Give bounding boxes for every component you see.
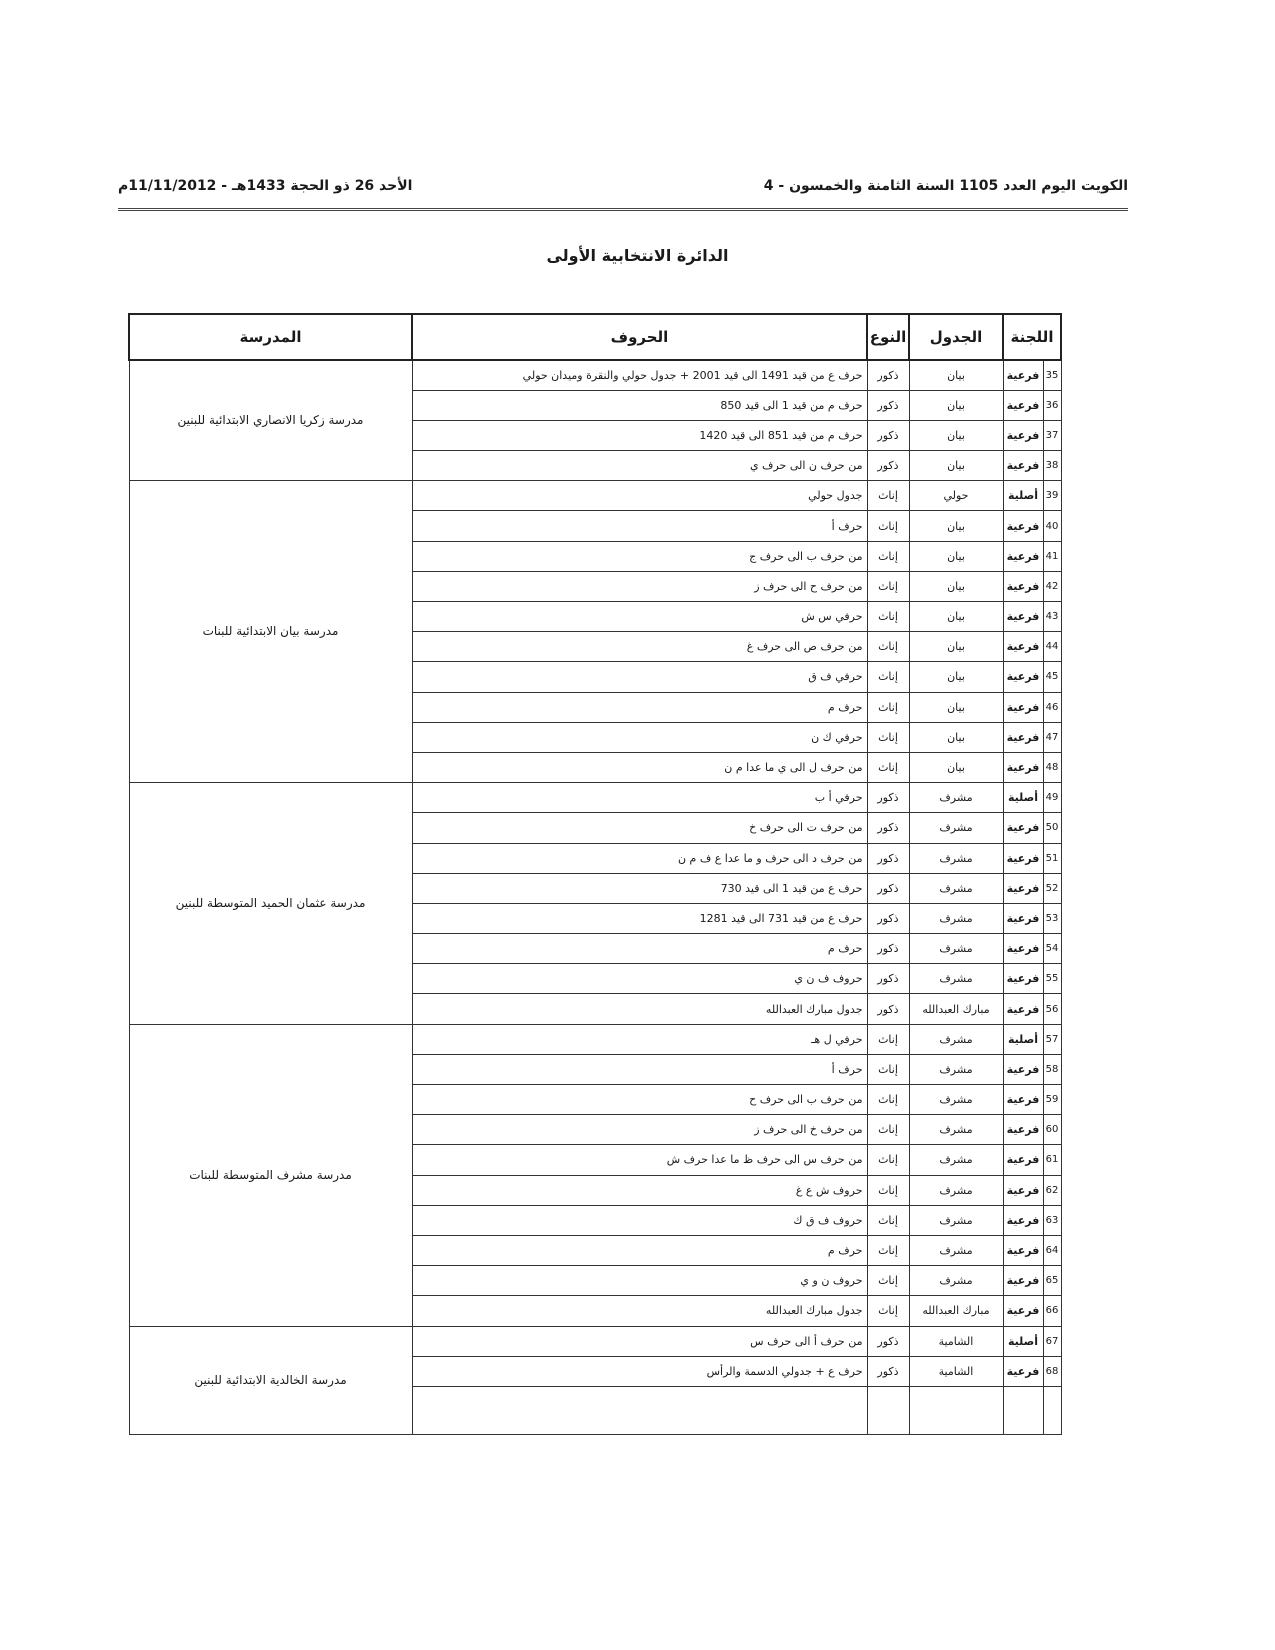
gender-type: ذكور bbox=[867, 360, 909, 390]
gender-type: ذكور bbox=[867, 994, 909, 1024]
header-table: الجدول bbox=[909, 314, 1003, 360]
letters-range: حرفي ك ن bbox=[412, 722, 867, 752]
voter-table: مشرف bbox=[909, 873, 1003, 903]
committee-category: فرعية bbox=[1003, 934, 1043, 964]
gender-type: إناث bbox=[867, 632, 909, 662]
empty-cell bbox=[909, 1386, 1003, 1434]
committee-category: فرعية bbox=[1003, 632, 1043, 662]
letters-range: حرف أ bbox=[412, 511, 867, 541]
gender-type: إناث bbox=[867, 511, 909, 541]
committee-category: فرعية bbox=[1003, 602, 1043, 632]
committee-category: فرعية bbox=[1003, 541, 1043, 571]
voter-table: مبارك العبدالله bbox=[909, 1296, 1003, 1326]
letters-range: حرف ع من قيد 1 الى قيد 730 bbox=[412, 873, 867, 903]
committee-number: 42 bbox=[1043, 571, 1061, 601]
header-type: النوع bbox=[867, 314, 909, 360]
letters-range: جدول مبارك العبدالله bbox=[412, 1296, 867, 1326]
voter-table: مشرف bbox=[909, 1175, 1003, 1205]
committee-number: 59 bbox=[1043, 1085, 1061, 1115]
header-school: المدرسة bbox=[129, 314, 412, 360]
committee-category: فرعية bbox=[1003, 752, 1043, 782]
committee-category: فرعية bbox=[1003, 1356, 1043, 1386]
letters-range: حرف م من قيد 1 الى قيد 850 bbox=[412, 390, 867, 420]
voter-table: مشرف bbox=[909, 813, 1003, 843]
letters-range: من حرف ت الى حرف خ bbox=[412, 813, 867, 843]
gender-type: ذكور bbox=[867, 813, 909, 843]
committee-category: أصلية bbox=[1003, 1326, 1043, 1356]
committee-category: فرعية bbox=[1003, 390, 1043, 420]
committee-number: 43 bbox=[1043, 602, 1061, 632]
voter-table: بيان bbox=[909, 420, 1003, 450]
letters-range: حروف ن و ي bbox=[412, 1266, 867, 1296]
committee-number: 41 bbox=[1043, 541, 1061, 571]
letters-range: من حرف ص الى حرف غ bbox=[412, 632, 867, 662]
gender-type: ذكور bbox=[867, 843, 909, 873]
letters-range: حرف أ bbox=[412, 1054, 867, 1084]
empty-cell bbox=[1043, 1386, 1061, 1434]
voter-table: مشرف bbox=[909, 783, 1003, 813]
committee-category: فرعية bbox=[1003, 692, 1043, 722]
letters-range: من حرف ب الى حرف ج bbox=[412, 541, 867, 571]
committee-number: 62 bbox=[1043, 1175, 1061, 1205]
committee-number: 63 bbox=[1043, 1205, 1061, 1235]
committee-number: 57 bbox=[1043, 1024, 1061, 1054]
gender-type: ذكور bbox=[867, 420, 909, 450]
committee-category: فرعية bbox=[1003, 1085, 1043, 1115]
gender-type: ذكور bbox=[867, 1326, 909, 1356]
school-name: مدرسة عثمان الحميد المتوسطة للبنين bbox=[129, 783, 412, 1025]
committee-category: فرعية bbox=[1003, 1235, 1043, 1265]
committee-category: فرعية bbox=[1003, 662, 1043, 692]
letters-range: من حرف د الى حرف و ما عدا ع ف م ن bbox=[412, 843, 867, 873]
gender-type: إناث bbox=[867, 1115, 909, 1145]
school-name: مدرسة بيان الابتدائية للبنات bbox=[129, 481, 412, 783]
voter-table: بيان bbox=[909, 722, 1003, 752]
gender-type: إناث bbox=[867, 1054, 909, 1084]
committee-number: 40 bbox=[1043, 511, 1061, 541]
committee-category: فرعية bbox=[1003, 813, 1043, 843]
letters-range: حروف ف ق ك bbox=[412, 1205, 867, 1235]
letters-range: حروف ش ع غ bbox=[412, 1175, 867, 1205]
gender-type: إناث bbox=[867, 752, 909, 782]
committee-number: 52 bbox=[1043, 873, 1061, 903]
committee-number: 58 bbox=[1043, 1054, 1061, 1084]
table-row bbox=[129, 481, 1061, 511]
committee-number: 68 bbox=[1043, 1356, 1061, 1386]
committee-category: فرعية bbox=[1003, 722, 1043, 752]
committee-number: 61 bbox=[1043, 1145, 1061, 1175]
gender-type: إناث bbox=[867, 1205, 909, 1235]
gender-type: إناث bbox=[867, 1085, 909, 1115]
committee-category: أصلية bbox=[1003, 783, 1043, 813]
voter-table: مشرف bbox=[909, 1205, 1003, 1235]
school-name: مدرسة مشرف المتوسطة للبنات bbox=[129, 1024, 412, 1326]
gender-type: إناث bbox=[867, 1175, 909, 1205]
letters-range: حرف م bbox=[412, 934, 867, 964]
gender-type: إناث bbox=[867, 722, 909, 752]
header-committee: اللجنة bbox=[1003, 314, 1061, 360]
letters-range: حرفي ف ق bbox=[412, 662, 867, 692]
table-header-row bbox=[129, 314, 1061, 360]
committee-category: فرعية bbox=[1003, 994, 1043, 1024]
header-letters: الحروف bbox=[412, 314, 867, 360]
voter-table: الشامية bbox=[909, 1326, 1003, 1356]
gender-type: ذكور bbox=[867, 390, 909, 420]
voter-table: بيان bbox=[909, 662, 1003, 692]
table-row bbox=[129, 783, 1061, 813]
committee-number: 56 bbox=[1043, 994, 1061, 1024]
committee-category: فرعية bbox=[1003, 360, 1043, 390]
committee-number: 50 bbox=[1043, 813, 1061, 843]
gender-type: إناث bbox=[867, 602, 909, 632]
voter-table: بيان bbox=[909, 511, 1003, 541]
letters-range: حروف ف ن ي bbox=[412, 964, 867, 994]
voter-table: بيان bbox=[909, 571, 1003, 601]
header-publication: الكويت اليوم العدد 1105 السنة الثامنة والخمسون - 4 bbox=[763, 178, 1128, 194]
voter-table: بيان bbox=[909, 752, 1003, 782]
voter-table: حولي bbox=[909, 481, 1003, 511]
letters-range: حرفي ل هـ bbox=[412, 1024, 867, 1054]
committee-number: 47 bbox=[1043, 722, 1061, 752]
letters-range: من حرف ب الى حرف ح bbox=[412, 1085, 867, 1115]
letters-range: حرف م bbox=[412, 692, 867, 722]
committee-number: 65 bbox=[1043, 1266, 1061, 1296]
voter-table: بيان bbox=[909, 602, 1003, 632]
voter-table: مشرف bbox=[909, 843, 1003, 873]
letters-range: حرف ع من قيد 1491 الى قيد 2001 + جدول حولي والنقرة وميدان حولي bbox=[412, 360, 867, 390]
committee-category: أصلية bbox=[1003, 481, 1043, 511]
committee-number: 54 bbox=[1043, 934, 1061, 964]
gender-type: إناث bbox=[867, 1266, 909, 1296]
gender-type: ذكور bbox=[867, 964, 909, 994]
committee-category: فرعية bbox=[1003, 1266, 1043, 1296]
voter-table: بيان bbox=[909, 541, 1003, 571]
letters-range: جدول مبارك العبدالله bbox=[412, 994, 867, 1024]
gender-type: إناث bbox=[867, 662, 909, 692]
committee-category: فرعية bbox=[1003, 1054, 1043, 1084]
committee-number: 51 bbox=[1043, 843, 1061, 873]
letters-range: من حرف خ الى حرف ز bbox=[412, 1115, 867, 1145]
committee-category: فرعية bbox=[1003, 903, 1043, 933]
committee-category: فرعية bbox=[1003, 1296, 1043, 1326]
empty-cell bbox=[867, 1386, 909, 1434]
table-row bbox=[129, 360, 1061, 390]
letters-range: حرف ع + جدولي الدسمة والرأس bbox=[412, 1356, 867, 1386]
committee-number: 36 bbox=[1043, 390, 1061, 420]
committee-number: 46 bbox=[1043, 692, 1061, 722]
committees-table bbox=[128, 313, 1062, 1435]
voter-table: مشرف bbox=[909, 1085, 1003, 1115]
table-row bbox=[129, 1326, 1061, 1356]
committee-category: فرعية bbox=[1003, 1115, 1043, 1145]
gender-type: ذكور bbox=[867, 873, 909, 903]
gender-type: إناث bbox=[867, 1024, 909, 1054]
gender-type: إناث bbox=[867, 1296, 909, 1326]
voter-table: بيان bbox=[909, 390, 1003, 420]
gender-type: إناث bbox=[867, 571, 909, 601]
table-body bbox=[129, 360, 1061, 1434]
letters-range: حرفي س ش bbox=[412, 602, 867, 632]
letters-range: جدول حولي bbox=[412, 481, 867, 511]
voter-table: مشرف bbox=[909, 1266, 1003, 1296]
voter-table: مبارك العبدالله bbox=[909, 994, 1003, 1024]
committee-category: أصلية bbox=[1003, 1024, 1043, 1054]
committee-category: فرعية bbox=[1003, 420, 1043, 450]
committee-category: فرعية bbox=[1003, 1145, 1043, 1175]
voter-table: بيان bbox=[909, 360, 1003, 390]
gender-type: ذكور bbox=[867, 783, 909, 813]
voter-table: الشامية bbox=[909, 1356, 1003, 1386]
letters-range: حرفي أ ب bbox=[412, 783, 867, 813]
committee-category: فرعية bbox=[1003, 843, 1043, 873]
committee-number: 35 bbox=[1043, 360, 1061, 390]
committee-number: 66 bbox=[1043, 1296, 1061, 1326]
committee-category: فرعية bbox=[1003, 451, 1043, 481]
page-header bbox=[118, 172, 1128, 211]
gender-type: إناث bbox=[867, 692, 909, 722]
voter-table: مشرف bbox=[909, 934, 1003, 964]
letters-range: حرف م من قيد 851 الى قيد 1420 bbox=[412, 420, 867, 450]
letters-range: من حرف أ الى حرف س bbox=[412, 1326, 867, 1356]
committee-number: 49 bbox=[1043, 783, 1061, 813]
voter-table: مشرف bbox=[909, 1024, 1003, 1054]
voter-table: مشرف bbox=[909, 903, 1003, 933]
committee-category: فرعية bbox=[1003, 873, 1043, 903]
gender-type: ذكور bbox=[867, 903, 909, 933]
committee-number: 44 bbox=[1043, 632, 1061, 662]
committee-category: فرعية bbox=[1003, 1175, 1043, 1205]
committee-number: 60 bbox=[1043, 1115, 1061, 1145]
gender-type: إناث bbox=[867, 1235, 909, 1265]
gender-type: ذكور bbox=[867, 1356, 909, 1386]
empty-cell bbox=[1003, 1386, 1043, 1434]
table-row bbox=[129, 1024, 1061, 1054]
committee-number: 48 bbox=[1043, 752, 1061, 782]
header-date: الأحد 26 ذو الحجة 1433هـ - 11/11/2012م bbox=[118, 178, 413, 194]
empty-cell bbox=[412, 1386, 867, 1434]
committee-number: 39 bbox=[1043, 481, 1061, 511]
school-name: مدرسة زكريا الانصاري الابتدائية للبنين bbox=[129, 360, 412, 481]
gender-type: إناث bbox=[867, 541, 909, 571]
letters-range: حرف م bbox=[412, 1235, 867, 1265]
voter-table: مشرف bbox=[909, 1145, 1003, 1175]
gender-type: ذكور bbox=[867, 451, 909, 481]
voter-table: مشرف bbox=[909, 1115, 1003, 1145]
committee-category: فرعية bbox=[1003, 571, 1043, 601]
gender-type: إناث bbox=[867, 1145, 909, 1175]
gender-type: إناث bbox=[867, 481, 909, 511]
voter-table: مشرف bbox=[909, 1054, 1003, 1084]
committee-number: 53 bbox=[1043, 903, 1061, 933]
committee-number: 37 bbox=[1043, 420, 1061, 450]
voter-table: بيان bbox=[909, 451, 1003, 481]
committee-category: فرعية bbox=[1003, 964, 1043, 994]
school-name: مدرسة الخالدية الابتدائية للبنين bbox=[129, 1326, 412, 1434]
letters-range: حرف ع من قيد 731 الى قيد 1281 bbox=[412, 903, 867, 933]
committee-category: فرعية bbox=[1003, 511, 1043, 541]
gender-type: ذكور bbox=[867, 934, 909, 964]
page-title: الدائرة الانتخابية الأولى bbox=[546, 246, 729, 265]
committee-number: 38 bbox=[1043, 451, 1061, 481]
voter-table: بيان bbox=[909, 692, 1003, 722]
voter-table: مشرف bbox=[909, 964, 1003, 994]
letters-range: من حرف ن الى حرف ي bbox=[412, 451, 867, 481]
letters-range: من حرف س الى حرف ظ ما عدا حرف ش bbox=[412, 1145, 867, 1175]
voter-table: مشرف bbox=[909, 1235, 1003, 1265]
voter-table: بيان bbox=[909, 632, 1003, 662]
committee-number: 55 bbox=[1043, 964, 1061, 994]
letters-range: من حرف ل الى ي ما عدا م ن bbox=[412, 752, 867, 782]
committee-number: 67 bbox=[1043, 1326, 1061, 1356]
committee-number: 64 bbox=[1043, 1235, 1061, 1265]
committee-number: 45 bbox=[1043, 662, 1061, 692]
committee-category: فرعية bbox=[1003, 1205, 1043, 1235]
letters-range: من حرف ح الى حرف ز bbox=[412, 571, 867, 601]
